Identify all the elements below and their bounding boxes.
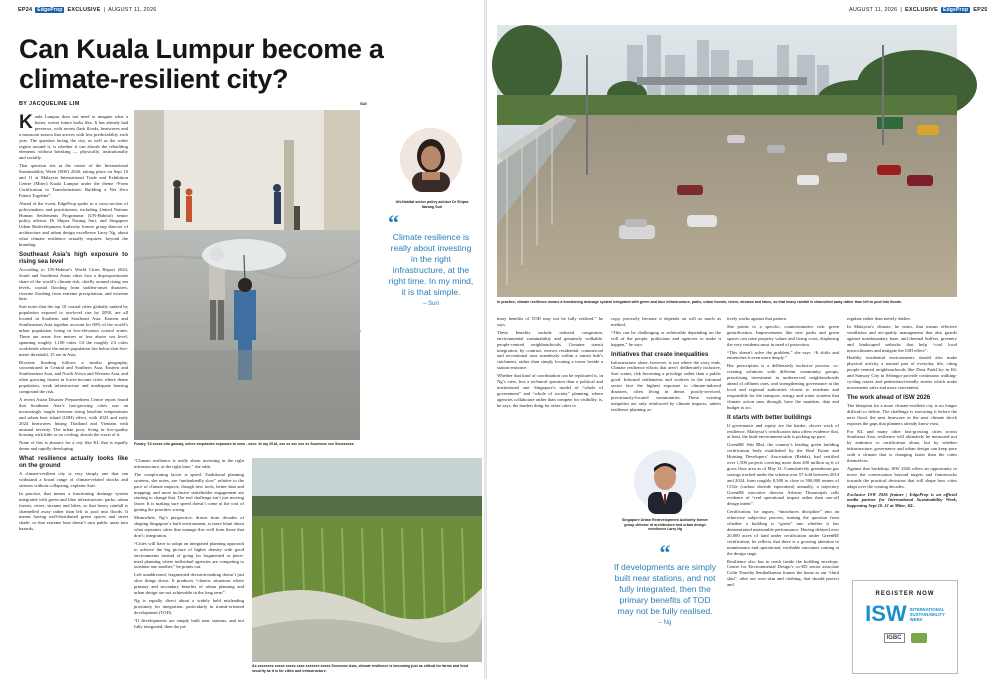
paragraph: “Cities will have to adopt an integrated planning approach to achieve the big picture of higher density with good environments instead of going for fragmented or piece-meal planning where individual agencies are competing to outshine one another,” he points out. xyxy=(134,540,244,570)
photo-credit: SUI xyxy=(360,101,367,106)
paragraph: copy, precisely because it depends on will as much as method. xyxy=(611,316,721,327)
paragraph: According to UN-Habitat’s World Cities Report 2024, South and Southeast Asian cities face a disproportionate share of the world’s climate risk, chiefly around rising sea levels, coastal flooding from sudden-onset disasters, riverine flooding from extreme precipitation, and extreme heat. xyxy=(19,266,128,302)
suri-portrait xyxy=(400,128,462,190)
paragraph: That question sits at the centre of the International Sustainability Week (ISW) 2026, taking place on Sept 10 and 11 at Malaysia International Trade and Exhibition Centre (Mitec) Kuala Lumpur under the theme “From Certification to Transformation: Building a Net Zero Future Together”. xyxy=(19,163,128,198)
left-folio: EP24 EdgeProp EXCLUSIVE | AUGUST 11, 2026 xyxy=(18,7,157,13)
farmland-illustration xyxy=(252,458,482,662)
paragraph: The blueprint for a more climate-resilient city is no longer difficult to define. The challenge is executing it before the next flood, the next heatwave or the next climate shock exposes the gaps that planners already know exist. xyxy=(847,402,957,426)
flooded-highway-illustration xyxy=(497,25,957,297)
paragraph: In practice, that means a functioning drainage system integrated with green and blue infrastructure, parks, urban forests, rivers, streams and lakes, so that heavy rainfall is channelled away rather than left to pool into floods. It means having well-distributed green spaces and street shade, so that extreme heat doesn’t turn public areas into hazards. xyxy=(19,490,128,532)
quote-mark-icon: “ xyxy=(388,210,399,235)
paragraph: tively works against that pattern. xyxy=(727,316,788,321)
issue-date: AUGUST 11, 2026 xyxy=(108,7,157,13)
paragraph: Left unaddressed, fragmented decision-making doesn’t just slow things down. It produces “chaotic situations where primary and secondary benefits of urban planning and urban design are not achievable in the long term”. xyxy=(134,572,244,596)
paragraph: Ahead of the event, EdgeProp spoke to a cross-section of policymakers and practitioners, including United Nations Human Settlements Programme (UN-Habitat) senior policy advisor Dr Shipra Narang Suri, and Singapore Urban Redevelopment Authority former group director of architecture and urban design excellence Larry Ng, about what climate resilience actually requires, beyond the branding. xyxy=(19,200,128,248)
pullquote-attribution: – Ng xyxy=(658,620,672,626)
paragraph: Whether that kind of coordination can be replicated is, in Ng’s view, less a technical question than a political and institutional one. Singapore’s model of “whole of government” and “whole of society” planning, where agencies collaborate rather than compete for visibility, is, he says, the hardest thing for other cities to xyxy=(497,373,603,408)
pullquote-text: Climate resilience is really about investing in the right infrastructure, at the right time. In my mind, it is that simple. xyxy=(388,232,474,297)
pullquote-text: If developments are simply built near stations, and not fully integrated, then the primary benefits of TOD may not be fully realised. xyxy=(613,562,717,616)
isw-line: INTERNATIONAL xyxy=(909,606,945,612)
subhead: Initiatives that create inequalities xyxy=(611,350,709,358)
byline: BY JACQUELINE LIM xyxy=(19,101,80,107)
paragraph: Meanwhile, Ng’s perspective, drawn from decades of shaping Singapore’s built environment, is more blunt about what separates cities that manage this well from those that don’t: integration. xyxy=(134,515,244,538)
page-number: EP24 xyxy=(18,7,33,13)
flooded-highway-caption: In practice, climate resilience means a functioning drainage system integrated with green and blue infrastructure, parks, urban forests, rivers, streams and lakes, so that heavy rainfall is channelled away rather than left to pool into floods. xyxy=(497,300,903,304)
register-now-label[interactable]: REGISTER NOW xyxy=(875,591,935,597)
sponsor-logo-icon xyxy=(911,633,927,643)
isw-line: SUSTAINABILITY xyxy=(909,611,945,617)
paragraph: A climate-resilient city is very simply one that can withstand a broad range of climate-related shocks and stresses without collapsing, explains Suri. xyxy=(19,471,128,488)
main-photo-caption: Fuvary '10 xxxxx citu gaxuay, xxhex xxcpaxdex exposure to xxxs - xoec. th ray 2018, xxx xx xxc xxx xx Souessxs xxx Souessxes xyxy=(134,442,354,446)
paragraph: Against that backdrop, ISW 2026 offers an opportunity to move the conversation beyond targets and frameworks towards the practical decisions that will shape how cities adapt over the coming decades. xyxy=(847,465,957,489)
edgeprop-logo: EdgeProp xyxy=(942,7,969,13)
farmland-photo-caption: As xxxxxxes xxxxx xxxxx xxxs xxxxxxx xxxxx Sxxxxxxx Asia, climate resilience is becoming just as critical for farms and food security as it is for cities and infrastructure. xyxy=(252,664,469,673)
paragraph: Resilience also has to reach inside the building envelope. Centre for Environmental Design’s co-ED senior associate Colin Timothy Senthalkumar frames the home as our “third skin”, after our own skin and clothing, that should protect and xyxy=(727,558,839,588)
subhead: Southeast Asia’s high exposure to rising sea level xyxy=(19,250,128,265)
isw-logo xyxy=(853,603,957,625)
paragraph: These benefits include reduced congestion, environmental sustainability and genuinely walkable, people-centred neighbourhoods. Genuine transit integration, by contrast, weaves residential, commercial and recreational uses seamlessly within a transit hub’s catchment, rather than simply locating a tower beside a station entrance. xyxy=(497,329,603,371)
right-column-1 xyxy=(497,316,603,424)
sponsor-logos xyxy=(853,633,957,643)
paragraph: None of this is abstract for a city like KL that is equally dense and rapidly developing. xyxy=(19,440,128,452)
page-number: EP25 xyxy=(973,7,987,13)
paragraph: She points to a specific, counterintuitive risk: green gentrification. Improvements like new parks and green spaces can raise property values and living costs, displacing the very residents most in need of protection. xyxy=(727,323,839,347)
footer-note: Exclusive ISW 2026 feature | EdgeProp is an official media partner for International Sustainability Week, happening Sept 10–11 at Mitec, KL. xyxy=(847,491,957,509)
left-column-1 xyxy=(19,114,128,674)
paragraph: Infrastructure alone, however, is not where the story ends. Climate resilience efforts that aren’t deliberately inclusive, Suri warns, risk becoming a privilege rather than a public good. Informal settlements and workers in the informal sector face the highest exposure to climate-induced disasters, often living in dense, poorly-serviced, precariously-located communities. These existing inequities are only reinforced by climate impacts, unless resilience planning ac- xyxy=(611,359,721,412)
ng-portrait-caption: Singapore Urban Redevelopment Authority former group director of architecture and urban design excellence Larry Ng xyxy=(622,518,708,531)
paragraph: Certification, he argues, “introduces discipline” into an otherwise subjective process, turning the question from whether a building is “green” into whether it has demonstrated measurable performance. Having delayed over 20,000 acres of land under certification under GreenRE certification, he reflects that there is a growing attention to maintenance and operational, verifiable outcomes coming at the design stage. xyxy=(727,509,839,556)
paragraph: “If developments are simply built near stations, and not fully integrated, then the pri- xyxy=(134,617,244,629)
portrait-illustration xyxy=(634,450,696,512)
article-headline: Can Kuala Lumpur become a climate-resilient city? xyxy=(19,34,384,94)
flooded-highway-photo xyxy=(497,25,957,297)
paragraph: “Climate resilience is really about investing in the right infrastructure, at the right time,” she adds. xyxy=(134,458,244,469)
suri-pullquote xyxy=(388,210,474,307)
right-column-4 xyxy=(847,316,957,576)
paragraph: The complicating factor is speed. Traditional planning systems, she notes, are “undoubtedly slow” relative to the pace of climate impacts, though new tools, better data and mapping, and more inclusive stakeholder engagement are starting to change that. The real challenge isn’t just moving faster. It is making sure speed doesn’t come at the cost of getting the priorities wrong. xyxy=(134,471,244,513)
right-column-3 xyxy=(727,316,839,674)
issue-date: AUGUST 11, 2026 xyxy=(849,7,898,13)
ng-portrait xyxy=(634,450,696,512)
section-label: EXCLUSIVE xyxy=(905,7,938,13)
paragraph: Healthy residential environments should also make physical activity a natural part of everyday life, citing people-centred neighbourhoods like Desa ParkCity in KL and Sunway City in Selangor provide continuous walking-cycling routes and pedestrian-friendly streets which make movements safer and more convenient. xyxy=(847,355,957,390)
left-column-2 xyxy=(134,458,244,676)
paragraph: A recent Asian Disaster Preparedness Centre report found that Southeast Asia’s fast-growing cities saw an increasingly taught between rising baseline temperatures and urban heat island (UHI) effect, with 2023 and early 2024 heatwaves hitting Thailand and Vietnam with unusual severity. The urban poor, living in low-quality housing with little or no cooling, absorb the worst of it. xyxy=(19,396,128,438)
right-column-2 xyxy=(611,316,721,424)
edgeprop-logo: EdgeProp xyxy=(37,7,63,13)
paragraph: Ng is equally direct about a widely held misleading proximity for integration, particularly in transit-oriented development (TOD). xyxy=(134,597,244,615)
pullquote-attribution: – Suri xyxy=(423,301,439,307)
subhead: It starts with better buildings xyxy=(727,413,812,421)
right-folio: AUGUST 11, 2026 | EXCLUSIVE EdgeProp EP25 xyxy=(849,7,987,13)
paragraph: “This doesn’t solve the problem,” she says. “It shifts and entrenches it even more deeply.” xyxy=(727,349,839,361)
paragraph: uala Lumpur does not need to imagine what a hotter, wetter future looks like. It has already had previews, with recent flash floods, heatwaves and a monsoon season that arrives with less predictability each year. The question facing the city, as well as the wider region around it, is whether it can absorb the rebuilding elements without breaking — physically, institutionally and socially. xyxy=(19,114,128,161)
farmland-photo xyxy=(252,458,482,662)
suri-portrait-caption: UN-Habitat senior policy advisor Dr Shipra Narang Suri xyxy=(395,200,469,209)
paragraph: “This can be challenging or achievable depending on the will of the people, politicians and agencies to make it happen,” he says. xyxy=(611,329,721,347)
subhead: The work ahead of ISW 2026 xyxy=(847,393,931,401)
isw-logo-mark: ISW xyxy=(865,601,907,626)
paragraph: In Malaysia’s climate, he notes, that means effective ventilation and air-quality management that also guards against transboundary haze, and thermal buffers, greenery and landscaped setbacks that help “cool local microclimates and mitigate the UHI effect”. xyxy=(847,323,957,353)
paragraph: If governance and equity are the harder, slower work of resilience, Malaysia’s certification data offers evidence that, at least, the built-environment side is picking up pace. xyxy=(727,422,839,440)
paragraph: regulate rather than merely shelter. xyxy=(847,316,911,321)
portrait-illustration xyxy=(400,128,462,190)
paragraph: Suri notes that the top 10 coastal cities globally ranked by population exposed to sea-level rise by 2050, are all located in Southern and Southeast Asia. Eastern and Southeastern Asia together account for 60% of the world’s urban population living in low-elevation coastal zones. These are areas five metres or less above sea level, spanning roughly 1,100 cities. Of the roughly 2.5 cities worldwide where the entire population lies below that five-metre threshold, 15 are in Asia. xyxy=(19,304,128,357)
dropcap: K xyxy=(19,112,33,133)
ng-pullquote xyxy=(613,540,717,626)
isw-register-ad[interactable] xyxy=(852,580,958,674)
igbc-logo: IGBC xyxy=(884,633,905,643)
paragraph: Riverine flooding follows a similar geography, concentrated in Central and Southern Asia, Eastern and Southeastern Asia, and North Africa and Western Asia, and often growing fastest in lower-income cities where dense population, weak infrastructure and inadequate housing compound the risk. xyxy=(19,359,128,395)
paragraph: Her prescription is a deliberately inclusive process: co-creating solutions with different community groups, prioritising investment in underserved neighbourhoods ahead of affluent ones, and strengthening governance at the local and regional authorities closest to residents and responsible for the transport, energy and water systems that climate action runs through, have the mandate, data and budget to act. xyxy=(727,363,839,410)
flooded-street-illustration xyxy=(134,110,360,440)
paragraph: GreenRE Sdn Bhd, the country’s leading green building certification body established by the Real Estate and Housing Developers’ Association (Rehda), had certified over 1,500 projects covering more than 200 million sq ft of gross floor area as of May 31. Cumulatively greenhouse gas savings tracked under the scheme rose 57-fold between 2014 and 2024, from roughly 8,500 to close to 500,000 tonnes of CO2e (carbon dioxide equivalent) annually, a trajectory GreenRE executive director Ashwin Thurairajah calls evidence of “real operational impact rather than one-off design intent”. xyxy=(727,442,839,507)
paragraph: For KL and many other fast-growing cities across Southeast Asia, resilience will ultimately be measured not by ambition or certification alone, but by whether infrastructure, governance and urban design can keep pace with a climate that is changing faster than the cities themselves. xyxy=(847,428,957,464)
section-label: EXCLUSIVE xyxy=(67,7,101,13)
paragraph: mary benefits of TOD may not be fully realised,” he says. xyxy=(497,316,603,327)
quote-mark-icon: “ xyxy=(659,540,671,565)
subhead: What resilience actually looks like on the ground xyxy=(19,455,128,470)
flooded-street-photo xyxy=(134,110,360,440)
isw-line: WEEK xyxy=(909,616,923,622)
